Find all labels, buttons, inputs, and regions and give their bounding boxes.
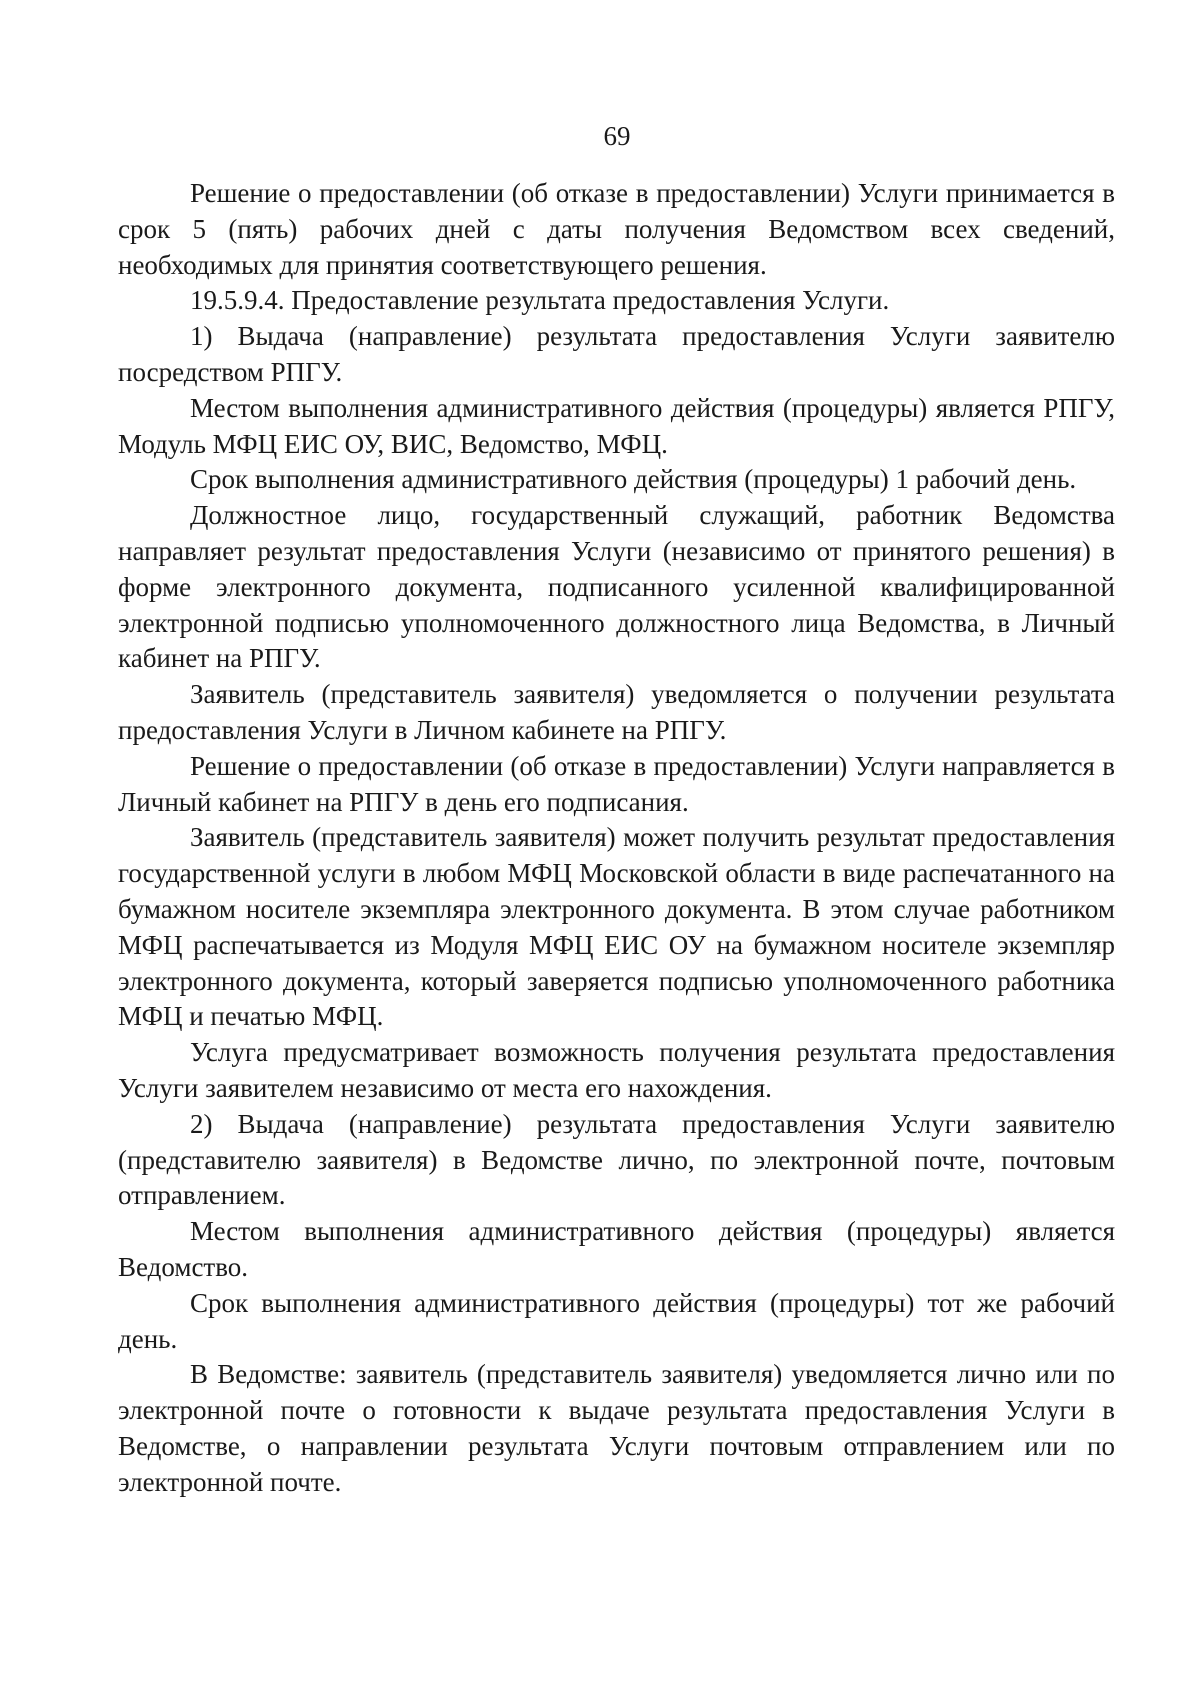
paragraph: Заявитель (представитель заявителя) может получить результат предоставления государственной услуги в любом МФЦ Московской области в виде распечатанного на бумажном носителе экземпляра электронного документа. В этом случае работником МФЦ распечатывается из Модуля МФЦ ЕИС ОУ на бумажном носителе экземпляр электронного документа, который заверяется подписью уполномоченного работника МФЦ и печатью МФЦ.	[118, 822, 1115, 1032]
paragraph: Решение о предоставлении (об отказе в предоставлении) Услуги принимается в срок 5 (пять) рабочих дней с даты получения Ведомством всех сведений, необходимых для принятия соответствующего решения.	[118, 178, 1115, 280]
page-number: 69	[603, 121, 631, 151]
paragraph: Должностное лицо, государственный служащий, работник Ведомства направляет результат предоставления Услуги (независимо от принятого решения) в форме электронного документа, подписанного усиленной квалифицированной электронной подписью уполномоченного должностного лица Ведомства, в Личный кабинет на РПГУ.	[118, 500, 1115, 674]
paragraph: 1) Выдача (направление) результата предоставления Услуги заявителю посредством РПГУ.	[118, 321, 1115, 387]
document-body	[118, 176, 1115, 1500]
paragraph: 2) Выдача (направление) результата предоставления Услуги заявителю (представителю заявителя) в Ведомстве лично, по электронной почте, почтовым отправлением.	[118, 1108, 1115, 1211]
paragraph: Срок выполнения административного действия (процедуры) тот же рабочий день.	[118, 1287, 1115, 1354]
paragraph: Местом выполнения административного действия (процедуры) является РПГУ, Модуль МФЦ ЕИС ОУ, ВИС, Ведомство, МФЦ.	[118, 392, 1115, 459]
paragraph: Срок выполнения административного действия (процедуры) 1 рабочий день.	[190, 464, 1077, 495]
paragraph: Услуга предусматривает возможность получения результата предоставления Услуги заявителем независимо от места его нахождения.	[118, 1037, 1115, 1103]
paragraph: В Ведомстве: заявитель (представитель заявителя) уведомляется лично или по электронной почте о готовности к выдаче результата предоставления Услуги в Ведомстве, о направлении результата Услуги почтовым отправлением или по электронной почте.	[118, 1359, 1115, 1497]
paragraph: 19.5.9.4. Предоставление результата предоставления Услуги.	[190, 285, 890, 316]
paragraph: Решение о предоставлении (об отказе в предоставлении) Услуги направляется в Личный кабинет на РПГУ в день его подписания.	[118, 750, 1115, 817]
paragraph: Местом выполнения административного действия (процедуры) является Ведомство.	[118, 1216, 1115, 1282]
paragraph: Заявитель (представитель заявителя) уведомляется о получении результата предоставления Услуги в Личном кабинете на РПГУ.	[118, 679, 1115, 745]
